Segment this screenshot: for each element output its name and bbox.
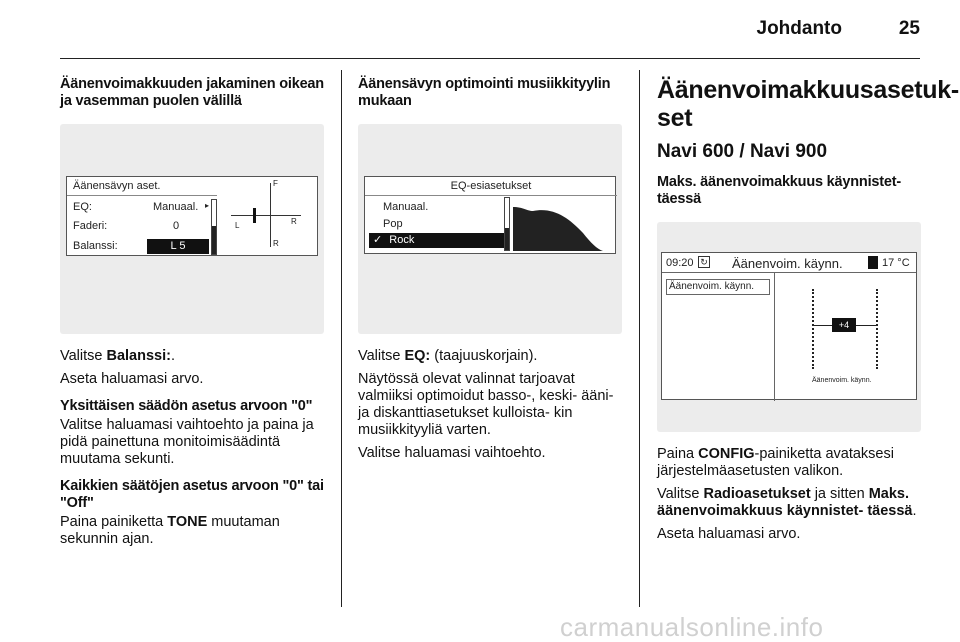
text: Valitse <box>358 348 405 364</box>
volume-caption: Äänenvoim. käynn. <box>812 377 872 384</box>
grid-label-rear: R <box>273 239 279 248</box>
fader-label: Faderi: <box>73 220 108 232</box>
watermark: carmanualsonline.info <box>560 612 824 642</box>
model-heading: Navi 600 / Navi 900 <box>657 141 828 162</box>
volume-settings-heading: Äänenvoimakkuusasetuk- set <box>657 76 959 132</box>
eq-label: EQ: <box>73 201 92 213</box>
column-1 <box>60 76 328 110</box>
subheading: Kaikkien säätöjen asetus arvoon "0" tai "Off" <box>60 478 324 511</box>
eq-option-label: Rock <box>389 234 415 246</box>
text: -painiketta avataksesi järjestelmäasetusten valikon. <box>657 446 894 479</box>
arrow-right-icon: ▸ <box>205 201 210 210</box>
status-bar <box>662 253 916 273</box>
balance-heading: Äänenvoimakkuuden jakaminen oikean ja vasemman puolen välillä <box>60 76 324 109</box>
header-rule <box>60 58 920 59</box>
page-number: 25 <box>898 18 920 39</box>
sync-icon: ↻ <box>698 256 710 268</box>
eq-option-manual[interactable]: Manuaal. <box>383 201 429 213</box>
paragraph: Aseta haluamasi arvo. <box>657 526 801 542</box>
check-icon: ✓ <box>373 234 383 246</box>
screen-title: Äänenvoim. käynn. <box>732 256 843 271</box>
volume-scale-right <box>876 289 878 369</box>
paragraph <box>60 514 328 548</box>
paragraph: Aseta haluamasi arvo. <box>60 371 204 387</box>
clock: 09:20 <box>666 257 694 269</box>
menu-item-startup-volume[interactable]: Äänenvoim. käynn. <box>666 279 770 295</box>
balance-value[interactable]: L 5 <box>147 239 209 254</box>
menu-term: EQ: <box>404 348 431 364</box>
text: . <box>912 503 917 519</box>
paragraph <box>657 446 925 480</box>
grid-label-left: L <box>235 221 240 230</box>
column-2-body <box>358 348 626 462</box>
grid-vertical <box>270 183 271 247</box>
title-rule <box>365 195 617 196</box>
column-3 <box>657 76 959 208</box>
volume-value[interactable]: +4 <box>832 318 856 332</box>
column-3-body <box>657 446 925 543</box>
grid-horizontal <box>231 215 301 216</box>
text: Valitse <box>657 486 704 502</box>
eq-curve <box>513 197 613 251</box>
screen-title: Äänensävyn aset. <box>73 180 161 192</box>
volume-scale-left <box>812 289 814 369</box>
subheading: Yksittäisen säädön asetus arvoon "0" <box>60 398 313 414</box>
paragraph <box>358 348 626 365</box>
paragraph <box>60 348 328 365</box>
screen-title: EQ-esiasetukset <box>450 180 532 192</box>
column-2 <box>358 76 626 110</box>
startup-volume-screen <box>661 252 917 400</box>
text: muutaman sekunnin ajan. <box>60 514 280 547</box>
balance-screen <box>66 176 318 256</box>
section-title: Johdanto <box>756 18 842 39</box>
button-term: TONE <box>167 514 208 530</box>
text: (taajuuskorjain). <box>430 348 538 364</box>
text: . <box>170 348 175 364</box>
eq-option-pop[interactable]: Pop <box>383 218 403 230</box>
scrollbar[interactable] <box>504 197 510 251</box>
paragraph: Valitse haluamasi vaihtoehto ja paina ja pidä painettuna monitoimisäädintä muutama sekunti. <box>60 417 314 467</box>
menu-term: Balanssi: <box>106 348 171 364</box>
column-divider-1 <box>341 70 342 607</box>
paragraph <box>657 486 925 520</box>
text: Valitse <box>60 348 107 364</box>
eq-heading: Äänensävyn optimointi musiikkityylin mukaan <box>358 76 611 109</box>
scroll-thumb[interactable] <box>505 228 509 250</box>
balance-label: Balanssi: <box>73 240 118 252</box>
fader-value[interactable]: 0 <box>173 220 180 232</box>
text: ja sitten <box>810 486 869 502</box>
text: Paina <box>657 446 699 462</box>
eq-screen <box>364 176 616 254</box>
button-term: CONFIG <box>698 446 755 462</box>
scroll-thumb[interactable] <box>212 226 216 254</box>
paragraph: Valitse haluamasi vaihtoehto. <box>358 445 546 461</box>
startup-volume-screenshot <box>657 222 921 432</box>
title-rule <box>67 195 217 196</box>
column-divider-2 <box>639 70 640 607</box>
paragraph: Näytössä olevat valinnat tarjoavat valmiiksi optimoidut basso-, keski- ääni- ja diskanttiasetukset kulloista- kin musiikkityyliä varten. <box>358 371 614 438</box>
menu-term: Maks. äänenvoimakkuus käynnistet- täessä <box>657 486 913 519</box>
scrollbar[interactable] <box>211 199 217 255</box>
eq-screenshot <box>358 124 622 334</box>
pane-divider <box>774 273 775 401</box>
eq-value[interactable]: Manuaal. <box>153 201 199 213</box>
temperature: 17 °C <box>882 257 910 269</box>
balance-screenshot <box>60 124 324 334</box>
menu-term: Radioasetukset <box>703 486 811 502</box>
startup-volume-heading: Maks. äänenvoimakkuus käynnistet- täessä <box>657 174 902 207</box>
phone-icon <box>868 256 878 269</box>
eq-option-rock[interactable] <box>369 233 504 248</box>
grid-label-front: F <box>273 179 278 188</box>
text: Paina painiketta <box>60 514 168 530</box>
column-1-body <box>60 348 328 548</box>
balance-marker <box>253 208 256 223</box>
grid-label-right: R <box>291 217 297 226</box>
